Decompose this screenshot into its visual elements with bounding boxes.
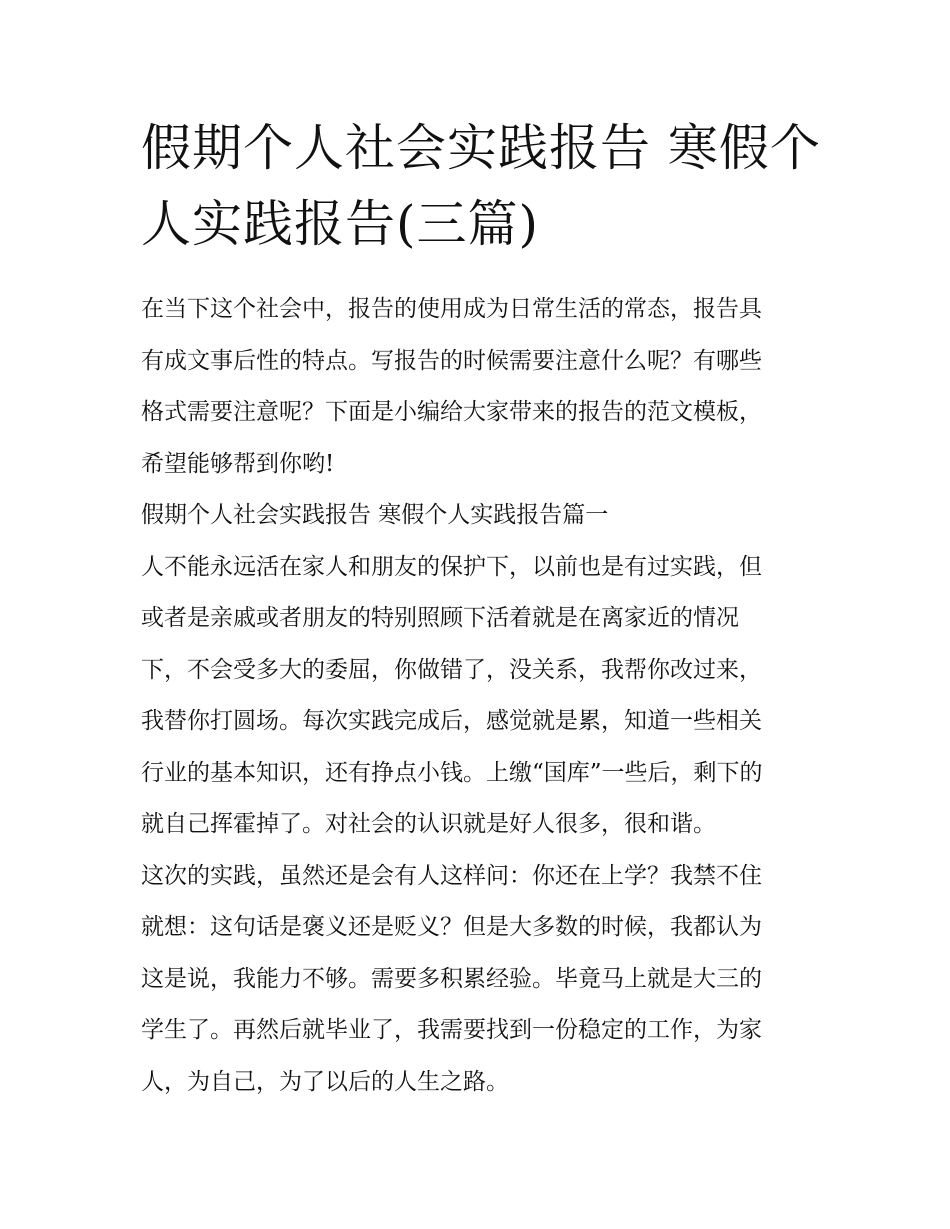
section-heading: 假期个人社会实践报告 寒假个人实践报告篇一 (141, 502, 609, 528)
document-page (141, 110, 821, 1108)
body-paragraph-1: 人不能永远活在家人和朋友的保护下，以前也是有过实践，但 或者是亲戚或者朋友的特别照顾下活着就是在离家近的情况 下，不会受多大的委屈，你做错了，没关系，我帮你改过来， 我替你打圆场。每次实践完成后，感觉就是累，知道一些相关 行业的基本知识，还有挣点小钱。上缴“国库”一些后，剩下的 就自己挥霍掉了。对社会的认识就是好人很多，很和谐。 (141, 553, 763, 837)
document-body (141, 284, 821, 1108)
intro-paragraph: 在当下这个社会中，报告的使用成为日常生活的常态，报告具 有成文事后性的特点。写报告的时候需要注意什么呢？有哪些 格式需要注意呢？下面是小编给大家带来的报告的范文模板， 希望能够帮到你哟! (141, 296, 762, 477)
document-title: 假期个人社会实践报告 寒假个 人实践报告(三篇) (141, 119, 821, 253)
body-paragraph-2: 这次的实践，虽然还是会有人这样问：你还在上学？我禁不住 就想：这句话是褒义还是贬义？但是大多数的时候，我都认为 这是说，我能力不够。需要多积累经验。毕竟马上就是大三的 学生了。再然后就毕业了，我需要找到一份稳定的工作，为家 人，为自己，为了以后的人生之路。 (141, 862, 762, 1095)
